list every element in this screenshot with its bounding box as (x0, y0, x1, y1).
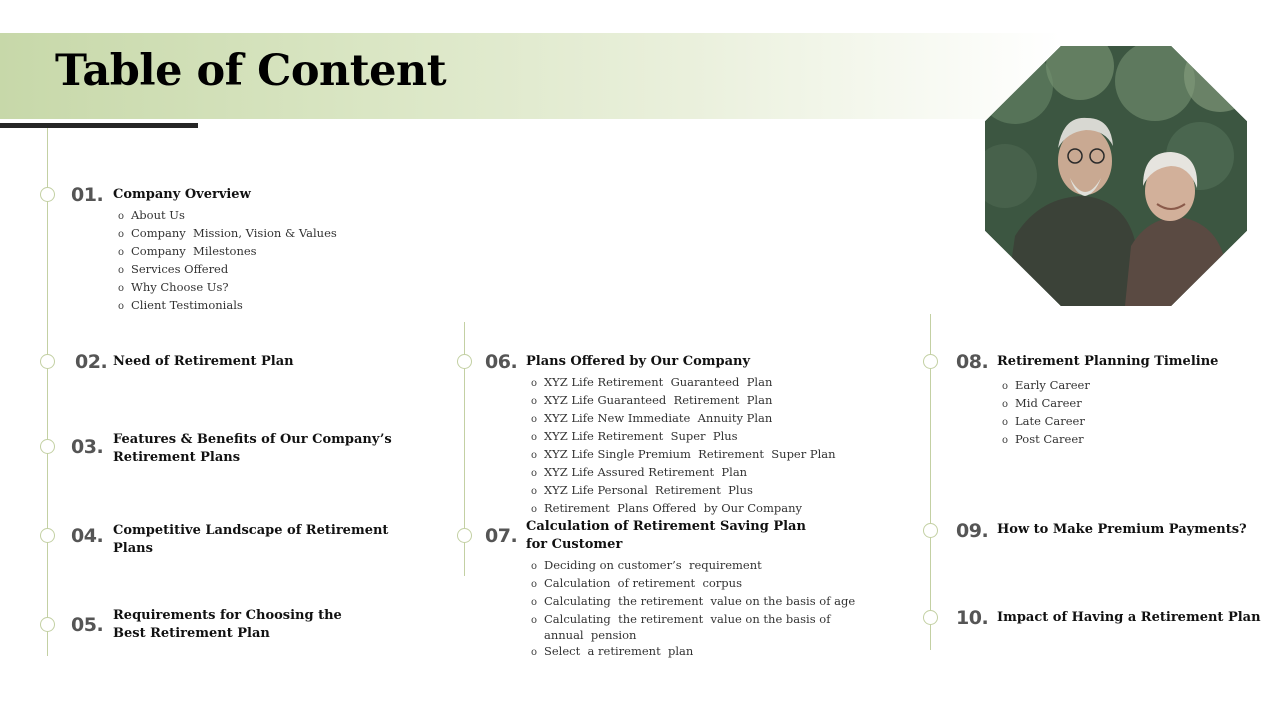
bullet-icon: o (531, 378, 538, 389)
sub-item (1002, 431, 1090, 449)
title-underline (0, 123, 198, 128)
item-heading-02: Need of Retirement Plan (113, 354, 294, 369)
bullet-icon: o (531, 414, 538, 425)
bullet-icon: o (531, 579, 538, 590)
sub-item (531, 374, 836, 392)
item-heading-10: Impact of Having a Retirement Plan (997, 610, 1261, 625)
sub-item (118, 225, 337, 243)
bullet-icon: o (118, 247, 125, 258)
timeline-dot-04 (40, 528, 55, 543)
bullet-icon: o (118, 283, 125, 294)
bullet-icon: o (531, 597, 538, 608)
sub-item-label: XYZ Life Personal Retirement Plus (544, 483, 753, 497)
timeline-dot-01 (40, 187, 55, 202)
timeline-dot-05 (40, 617, 55, 632)
timeline-dot-10 (923, 610, 938, 625)
bullet-icon: o (531, 561, 538, 572)
bullet-icon: o (531, 468, 538, 479)
bullet-icon: o (531, 396, 538, 407)
item-number-05: 05. (71, 614, 104, 636)
item-heading-08: Retirement Planning Timeline (997, 354, 1219, 369)
sub-item-label: Retirement Plans Offered by Our Company (544, 501, 802, 515)
sub-item-label: About Us (131, 208, 185, 222)
item-subitems-08 (1002, 377, 1090, 449)
page-title: Table of Content (55, 46, 447, 96)
sub-item (531, 593, 855, 611)
bullet-icon: o (531, 432, 538, 443)
item-heading-06: Plans Offered by Our Company (526, 354, 751, 369)
item-heading-03: Features & Benefits of Our Company’s Retirement Plans (113, 432, 392, 465)
sub-item-label: Select a retirement plan (544, 644, 694, 658)
item-number-08: 08. (956, 351, 989, 373)
timeline-line-left (47, 128, 48, 656)
sub-item (118, 261, 337, 279)
item-number-02: 02. (75, 351, 108, 373)
sub-item (118, 297, 337, 315)
sub-item-label: Client Testimonials (131, 298, 243, 312)
sub-item (531, 557, 855, 575)
timeline-dot-09 (923, 523, 938, 538)
item-number-03: 03. (71, 436, 104, 458)
sub-item (531, 428, 836, 446)
bullet-icon: o (118, 301, 125, 312)
timeline-dot-03 (40, 439, 55, 454)
sub-item-label: Services Offered (131, 262, 229, 276)
item-number-01: 01. (71, 184, 104, 206)
sub-item (531, 575, 855, 593)
item-number-09: 09. (956, 520, 989, 542)
item-heading-04: Competitive Landscape of Retirement Plans (113, 523, 389, 556)
sub-item-label: Early Career (1015, 378, 1090, 392)
item-subitems-07 (531, 557, 855, 661)
sub-item (531, 482, 836, 500)
sub-item (531, 446, 836, 464)
sub-item-label: XYZ Life Retirement Guaranteed Plan (544, 375, 773, 389)
bullet-icon: o (118, 211, 125, 222)
timeline-dot-06 (457, 354, 472, 369)
sub-item (1002, 413, 1090, 431)
elderly-couple-photo (985, 46, 1247, 306)
sub-item-label: Company Milestones (131, 244, 257, 258)
sub-item (1002, 395, 1090, 413)
item-subitems-06 (531, 374, 836, 518)
timeline-dot-08 (923, 354, 938, 369)
item-heading-07: Calculation of Retirement Saving Plan for Customer (526, 519, 806, 552)
item-subitems-01 (118, 207, 337, 315)
bullet-icon: o (1002, 435, 1009, 446)
bullet-icon: o (1002, 399, 1009, 410)
bullet-icon: o (531, 647, 538, 658)
sub-item (531, 464, 836, 482)
photo-illustration (985, 46, 1247, 306)
sub-item (531, 643, 855, 661)
item-heading-01: Company Overview (113, 187, 251, 202)
sub-item-label: XYZ Life Retirement Super Plus (544, 429, 738, 443)
bullet-icon: o (531, 450, 538, 461)
sub-item-label: Why Choose Us? (131, 280, 229, 294)
bullet-icon: o (1002, 417, 1009, 428)
bullet-icon: o (531, 486, 538, 497)
bullet-icon: o (118, 229, 125, 240)
sub-item-label: XYZ Life Assured Retirement Plan (544, 465, 748, 479)
sub-item-label: XYZ Life Single Premium Retirement Super Plan (544, 447, 836, 461)
sub-item-label: Late Career (1015, 414, 1085, 428)
sub-item (531, 392, 836, 410)
sub-item (1002, 377, 1090, 395)
bullet-icon: o (1002, 381, 1009, 392)
sub-item-label: Post Career (1015, 432, 1084, 446)
sub-item-label: Calculation of retirement corpus (544, 576, 742, 590)
item-heading-09: How to Make Premium Payments? (997, 522, 1247, 537)
sub-item (531, 611, 855, 643)
sub-item (531, 500, 836, 518)
sub-item (118, 243, 337, 261)
item-heading-05: Requirements for Choosing the Best Retirement Plan (113, 608, 342, 641)
timeline-dot-02 (40, 354, 55, 369)
sub-item-label: Deciding on customer’s requirement (544, 558, 762, 572)
bullet-icon: o (531, 504, 538, 515)
item-number-07: 07. (485, 525, 518, 547)
bullet-icon: o (118, 265, 125, 276)
item-number-06: 06. (485, 351, 518, 373)
sub-item-label: Company Mission, Vision & Values (131, 226, 337, 240)
timeline-dot-07 (457, 528, 472, 543)
sub-item-label: Calculating the retirement value on the basis of age (544, 594, 856, 608)
sub-item (118, 207, 337, 225)
sub-item (531, 410, 836, 428)
sub-item-label: Calculating the retirement value on the basis of annual pension (544, 612, 831, 642)
sub-item-label: XYZ Life Guaranteed Retirement Plan (544, 393, 773, 407)
sub-item-label: Mid Career (1015, 396, 1082, 410)
item-number-10: 10. (956, 607, 989, 629)
sub-item-label: XYZ Life New Immediate Annuity Plan (544, 411, 773, 425)
bullet-icon: o (531, 615, 538, 626)
sub-item (118, 279, 337, 297)
item-number-04: 04. (71, 525, 104, 547)
